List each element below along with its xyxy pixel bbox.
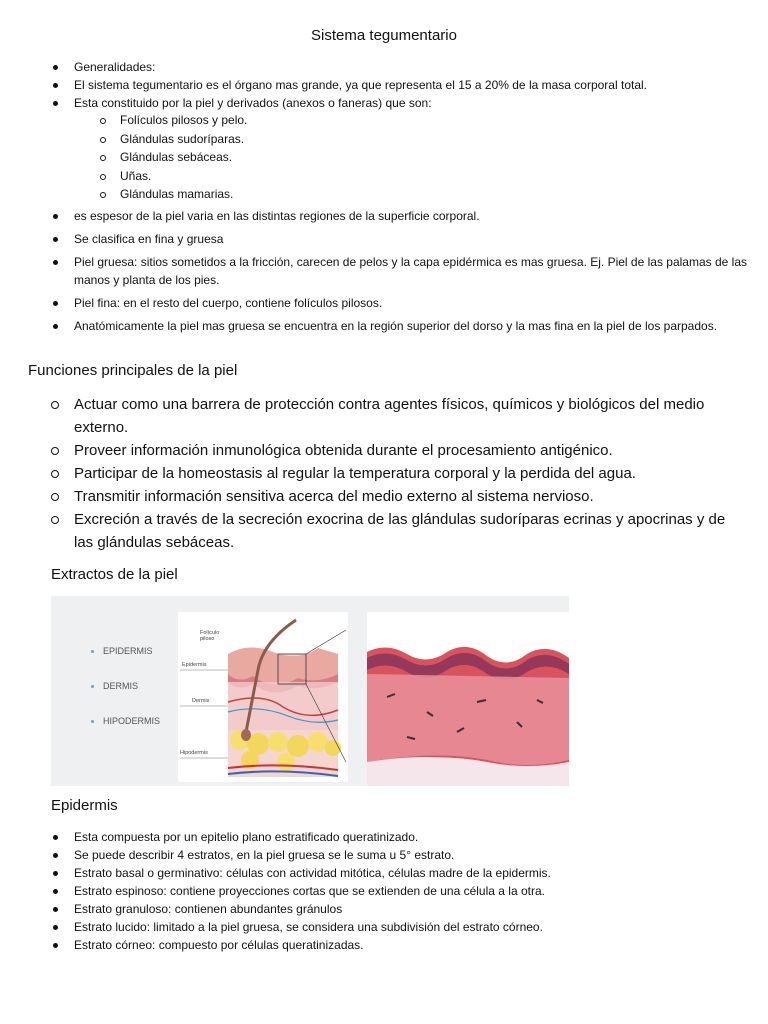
diagram-label-epidermis: Epidermis bbox=[182, 662, 207, 668]
histology-micrograph bbox=[367, 612, 569, 786]
list-item: Folículos pilosos y pelo. bbox=[98, 111, 247, 130]
list-item: Glándulas sudoríparas. bbox=[98, 130, 247, 149]
list-item: Actuar como una barrera de protección contra agentes físicos, químicos y biológicos del medio externo. bbox=[48, 393, 748, 439]
list-item: es espesor de la piel varia en las distintas regiones de la superficie corporal. bbox=[50, 207, 755, 225]
list-item: Glándulas sebáceas. bbox=[98, 148, 247, 167]
list-item: Estrato lucido: limitado a la piel gruesa, se considera una subdivisión del estrato córneo. bbox=[50, 918, 755, 936]
skin-figure bbox=[51, 596, 569, 786]
layer-legend bbox=[91, 646, 160, 751]
epidermis-heading: Epidermis bbox=[51, 797, 118, 814]
list-item: Piel gruesa: sitios sometidos a la fricción, carecen de pelos y la capa epidérmica es mas gruesa. Ej. Piel de las palamas de las manos y planta de los pies. bbox=[50, 253, 755, 289]
list-item: Estrato granuloso: contienen abundantes gránulos bbox=[50, 900, 755, 918]
skin-facts-list bbox=[50, 207, 755, 335]
diagram-label-dermis: Dermis bbox=[192, 698, 210, 704]
list-item: Piel fina: en el resto del cuerpo, contiene folículos pilosos. bbox=[50, 294, 755, 312]
diagram-label-hypodermis: Hipodermis bbox=[180, 750, 208, 756]
functions-heading: Funciones principales de la piel bbox=[28, 362, 238, 379]
list-item: Generalidades: bbox=[50, 58, 755, 76]
epidermis-list bbox=[50, 828, 755, 954]
list-item: Esta constituido por la piel y derivados (anexos o faneras) que son: bbox=[50, 94, 755, 112]
skin-section-diagram bbox=[178, 612, 348, 782]
list-item: Estrato córneo: compuesto por células queratinizadas. bbox=[50, 936, 755, 954]
list-item: Participar de la homeostasis al regular la temperatura corporal y la perdida del agua. bbox=[48, 462, 748, 485]
list-item: Se clasifica en fina y gruesa bbox=[50, 230, 755, 248]
list-item: Glándulas mamarias. bbox=[98, 185, 247, 204]
list-item: Esta compuesta por un epitelio plano estratificado queratinizado. bbox=[50, 828, 755, 846]
list-item: Excreción a través de la secreción exocrina de las glándulas sudoríparas ecrinas y apocrinas y de las glándulas sebáceas. bbox=[48, 508, 748, 554]
layer-label-epidermis: EPIDERMIS bbox=[91, 646, 160, 656]
list-item: El sistema tegumentario es el órgano mas grande, ya que representa el 15 a 20% de la masa corporal total. bbox=[50, 76, 755, 94]
list-item: Transmitir información sensitiva acerca del medio externo al sistema nervioso. bbox=[48, 485, 748, 508]
list-item: Se puede describir 4 estratos, en la piel gruesa se le suma u 5° estrato. bbox=[50, 846, 755, 864]
list-item: Uñas. bbox=[98, 167, 247, 186]
diagram-label-follicle: Folículo piloso bbox=[200, 630, 220, 642]
functions-list bbox=[48, 393, 748, 554]
list-item: Estrato espinoso: contiene proyecciones cortas que se extienden de una célula a la otra. bbox=[50, 882, 755, 900]
layer-label-dermis: DERMIS bbox=[91, 681, 160, 691]
list-item: Anatómicamente la piel mas gruesa se encuentra en la región superior del dorso y la mas fina en la piel de los parpados. bbox=[50, 317, 755, 335]
list-item: Proveer información inmunológica obtenida durante el procesamiento antigénico. bbox=[48, 439, 748, 462]
layer-label-hypodermis: HIPODERMIS bbox=[91, 716, 160, 726]
document-title: Sistema tegumentario bbox=[311, 27, 457, 44]
extracts-heading: Extractos de la piel bbox=[51, 566, 178, 583]
list-item: Estrato basal o germinativo: células con actividad mitótica, células madre de la epidermis. bbox=[50, 864, 755, 882]
annexes-list bbox=[98, 111, 247, 204]
intro-list bbox=[50, 58, 755, 112]
